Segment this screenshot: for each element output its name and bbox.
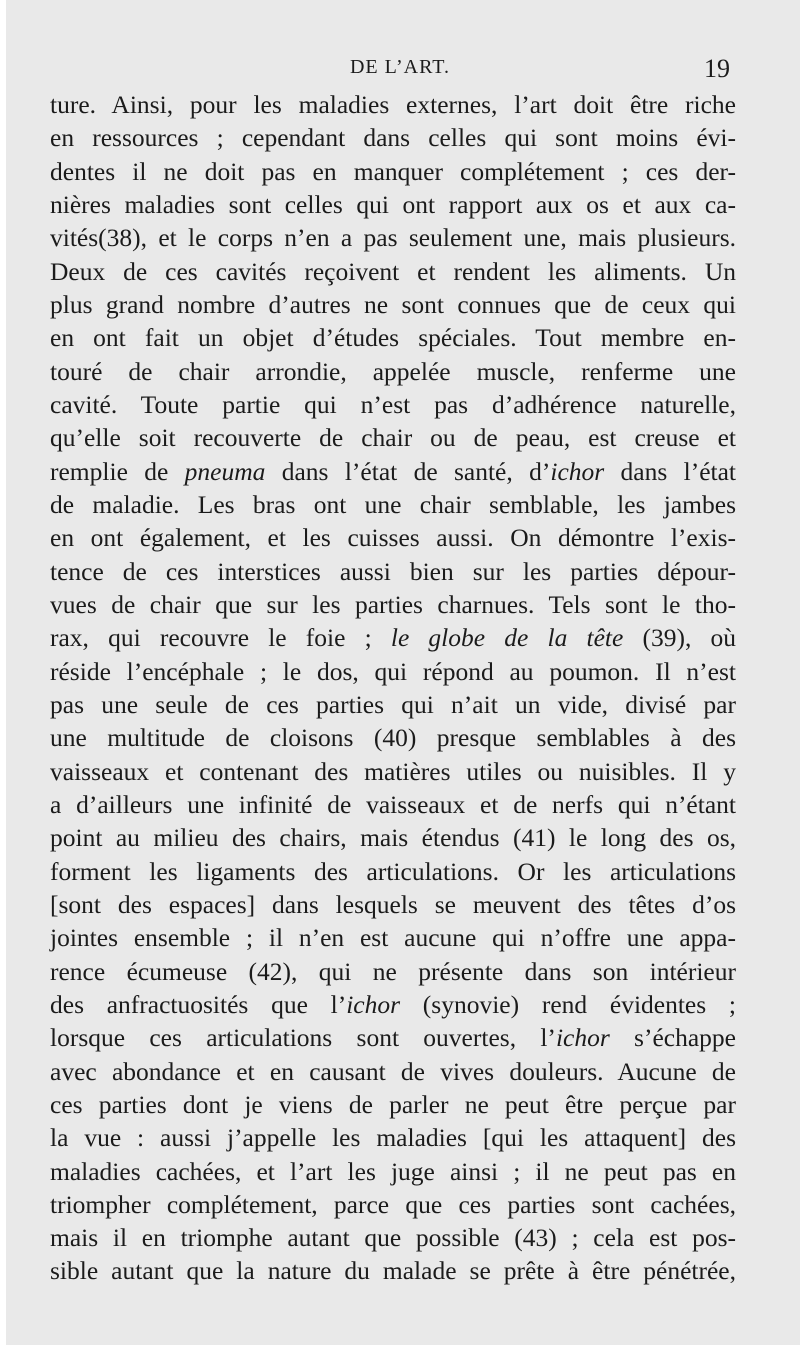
text-line <box>50 688 736 721</box>
text-line <box>50 88 736 121</box>
text-segment: Deux de ces cavités reçoivent et rendent les aliments. Un <box>50 256 736 286</box>
text-segment: remplie de <box>50 456 185 486</box>
text-line <box>50 255 736 288</box>
text-segment: pas une seule de ces parties qui n’ait un vide, divisé par <box>50 689 736 719</box>
page-edge <box>0 0 6 1345</box>
text-segment: point au milieu des chairs, mais étendus (41) le long des os, <box>50 823 736 853</box>
text-line <box>50 988 736 1021</box>
text-segment: plus grand nombre d’autres ne sont connues que de ceux qui <box>50 289 736 319</box>
text-line <box>50 421 736 454</box>
text-line <box>50 955 736 988</box>
text-line <box>50 355 736 388</box>
text-segment: tence de ces interstices aussi bien sur les parties dépour- <box>50 556 736 586</box>
text-line <box>50 555 736 588</box>
text-segment: mais il en triomphe autant que possible (43) ; cela est pos- <box>50 1223 736 1253</box>
text-segment: rax, qui recouvre le foie ; <box>50 623 391 653</box>
text-line <box>50 1088 736 1121</box>
text-line <box>50 455 736 488</box>
text-segment: s’échappe <box>609 1023 736 1053</box>
text-segment: touré de chair arrondie, appelée muscle, renferme une <box>50 356 736 386</box>
text-line <box>50 888 736 921</box>
text-line <box>50 1188 736 1221</box>
text-segment: dentes il ne doit pas en manquer complétement ; ces der- <box>50 156 736 186</box>
text-segment: a d’ailleurs une infinité de vaisseaux et de nerfs qui n’étant <box>50 789 736 819</box>
text-segment: jointes ensemble ; il n’en est aucune qui n’offre une appa- <box>50 923 736 953</box>
text-line <box>50 521 736 554</box>
text-segment: la vue : aussi j’appelle les maladies [qui les attaquent] des <box>50 1123 736 1153</box>
text-line <box>50 621 736 654</box>
italic-term: ichor <box>346 989 401 1019</box>
text-segment: (39), où <box>623 623 737 653</box>
text-segment: en ont fait un objet d’études spéciales. Tout membre en- <box>50 323 736 353</box>
text-line <box>50 155 736 188</box>
text-segment: dans l’état de santé, d’ <box>265 456 551 486</box>
text-segment: ture. Ainsi, pour les maladies externes, l’art doit être riche <box>50 90 736 119</box>
text-line <box>50 655 736 688</box>
text-segment: sible autant que la nature du malade se prête à être pénétrée, <box>50 1256 736 1286</box>
text-segment: forment les ligaments des articulations. Or les articulations <box>50 856 736 886</box>
italic-term: ichor <box>550 456 605 486</box>
text-line <box>50 1254 736 1287</box>
text-segment: (synovie) rend évidentes ; <box>400 989 736 1019</box>
text-line <box>50 1221 736 1254</box>
text-line <box>50 288 736 321</box>
text-segment: ces parties dont je viens de parler ne peut être perçue par <box>50 1089 736 1119</box>
text-segment: vues de chair que sur les parties charnues. Tels sont le tho- <box>50 589 736 619</box>
text-segment: qu’elle soit recouverte de chair ou de peau, est creuse et <box>50 423 736 453</box>
running-head-title: DE L’ART. <box>349 56 450 78</box>
text-segment: en ont également, et les cuisses aussi. On démontre l’exis- <box>50 523 736 553</box>
italic-term: ichor <box>555 1023 610 1053</box>
text-segment: de maladie. Les bras ont une chair semblable, les jambes <box>50 489 736 519</box>
body-text <box>50 88 736 1288</box>
text-segment: cavité. Toute partie qui n’est pas d’adhérence naturelle, <box>50 389 736 419</box>
text-line <box>50 488 736 521</box>
text-line <box>50 1121 736 1154</box>
text-line <box>50 221 736 254</box>
text-segment: en ressources ; cependant dans celles qui sont moins évi- <box>50 123 736 153</box>
text-segment: [sont des espaces] dans lesquels se meuvent des têtes d’os <box>50 889 736 919</box>
text-line <box>50 121 736 154</box>
text-segment: réside l’encéphale ; le dos, qui répond au poumon. Il n’est <box>50 656 736 686</box>
text-segment: vités(38), et le corps n’en a pas seulement une, mais plusieurs. <box>50 223 736 253</box>
text-line <box>50 1021 736 1054</box>
text-line <box>50 821 736 854</box>
text-line <box>50 1055 736 1088</box>
text-segment: nières maladies sont celles qui ont rapport aux os et aux ca- <box>50 189 736 219</box>
text-segment: dans l’état <box>604 456 737 486</box>
text-segment: des anfractuosités que l’ <box>50 989 347 1019</box>
text-line <box>50 788 736 821</box>
text-line <box>50 321 736 354</box>
text-line <box>50 855 736 888</box>
text-line <box>50 755 736 788</box>
text-segment: une multitude de cloisons (40) presque semblables à des <box>50 723 736 753</box>
text-line <box>50 921 736 954</box>
text-segment: lorsque ces articulations sont ouvertes, l’ <box>50 1023 556 1053</box>
text-line <box>50 1155 736 1188</box>
text-segment: triompher complétement, parce que ces parties sont cachées, <box>50 1189 736 1219</box>
text-segment: vaisseaux et contenant des matières utiles ou nuisibles. Il y <box>50 756 736 786</box>
page-number: 19 <box>704 54 730 83</box>
text-line <box>50 388 736 421</box>
text-segment: rence écumeuse (42), qui ne présente dans son intérieur <box>50 956 736 986</box>
running-head <box>0 56 800 86</box>
italic-term: pneuma <box>184 456 266 486</box>
text-line <box>50 188 736 221</box>
italic-term: le globe de la tête <box>390 623 624 653</box>
text-segment: avec abondance et en causant de vives douleurs. Aucune de <box>50 1056 736 1086</box>
text-line <box>50 721 736 754</box>
text-line <box>50 588 736 621</box>
text-segment: maladies cachées, et l’art les juge ainsi ; il ne peut pas en <box>50 1156 736 1186</box>
